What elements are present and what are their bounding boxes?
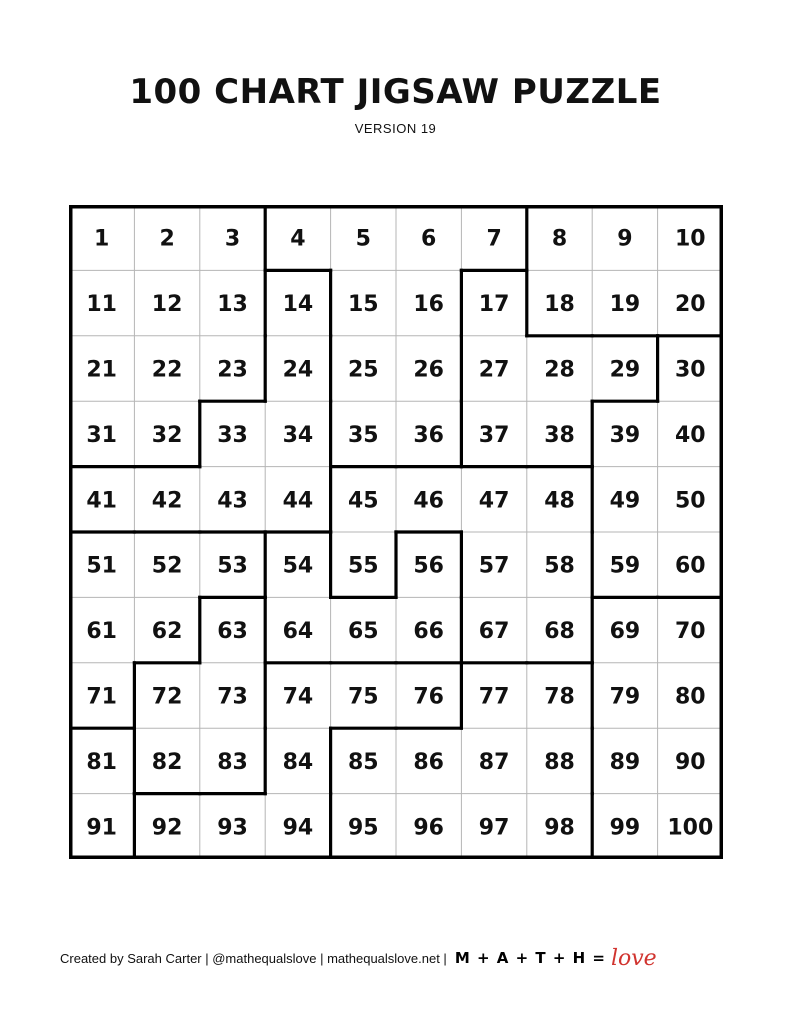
cell-number: 28 — [544, 357, 575, 383]
cell-number: 96 — [413, 815, 445, 841]
cell-number: 40 — [674, 422, 706, 448]
cell-number: 92 — [151, 815, 183, 841]
cell-number: 17 — [478, 292, 510, 318]
cell-number: 24 — [282, 357, 314, 383]
cell-number: 6 — [421, 226, 437, 252]
cell-number: 51 — [86, 553, 118, 579]
cell-number: 30 — [674, 357, 706, 383]
cell-number: 23 — [217, 357, 248, 383]
cell-number: 59 — [609, 553, 641, 579]
cell-number: 73 — [217, 684, 248, 710]
cell-number: 29 — [609, 357, 641, 383]
cell-number: 44 — [282, 488, 314, 514]
cell-number: 8 — [551, 226, 568, 252]
brand-love-script: love — [610, 945, 657, 971]
cell-number: 64 — [282, 619, 314, 645]
cell-number: 11 — [86, 292, 118, 318]
cell-number: 91 — [86, 815, 118, 841]
cell-number: 72 — [151, 684, 183, 710]
cell-number: 36 — [413, 422, 445, 448]
cell-number: 58 — [544, 553, 575, 579]
cell-number: 83 — [217, 749, 248, 775]
cell-number: 9 — [617, 226, 633, 252]
cell-number: 38 — [544, 422, 575, 448]
cell-number: 35 — [347, 422, 379, 448]
cell-number: 20 — [674, 292, 706, 318]
cell-number: 98 — [544, 815, 575, 841]
cell-number: 48 — [544, 488, 575, 514]
cell-number: 49 — [609, 488, 641, 514]
cell-number: 81 — [86, 749, 118, 775]
hundred-chart-grid — [69, 205, 723, 859]
cell-number: 3 — [224, 226, 241, 252]
cell-number: 76 — [413, 684, 445, 710]
cell-number: 15 — [347, 292, 379, 318]
cell-number: 94 — [282, 815, 314, 841]
cell-number: 69 — [609, 619, 641, 645]
cell-number: 27 — [478, 357, 510, 383]
brand-logo: M + A + T + H = — [454, 949, 606, 967]
cell-number: 7 — [486, 226, 502, 252]
cell-number: 68 — [544, 619, 575, 645]
cell-number: 37 — [478, 422, 510, 448]
cell-number: 52 — [151, 553, 183, 579]
cell-number: 22 — [151, 357, 183, 383]
cell-number: 32 — [151, 422, 183, 448]
cell-number: 60 — [674, 553, 706, 579]
cell-number: 75 — [347, 684, 379, 710]
cell-number: 45 — [347, 488, 379, 514]
cell-number: 93 — [217, 815, 248, 841]
cell-number: 42 — [151, 488, 183, 514]
cell-number: 77 — [478, 684, 510, 710]
cell-number: 26 — [413, 357, 445, 383]
cell-number: 12 — [151, 292, 183, 318]
cell-number: 78 — [544, 684, 575, 710]
cell-number: 34 — [282, 422, 314, 448]
cell-number: 4 — [290, 226, 306, 252]
cell-number: 33 — [217, 422, 248, 448]
cell-number: 2 — [159, 226, 175, 252]
cell-number: 80 — [674, 684, 706, 710]
cell-number: 99 — [609, 815, 641, 841]
cell-number: 82 — [151, 749, 183, 775]
cell-number: 90 — [674, 749, 706, 775]
cell-number: 89 — [609, 749, 641, 775]
cell-number: 21 — [86, 357, 118, 383]
cell-number: 56 — [413, 553, 445, 579]
cell-number: 18 — [544, 292, 575, 318]
cell-number: 97 — [478, 815, 510, 841]
cell-number: 71 — [86, 684, 118, 710]
cell-number: 84 — [282, 749, 314, 775]
cell-number: 50 — [674, 488, 706, 514]
cell-number: 13 — [217, 292, 248, 318]
cell-number: 25 — [347, 357, 379, 383]
cell-number: 63 — [217, 619, 248, 645]
cell-number: 16 — [413, 292, 445, 318]
cell-number: 74 — [282, 684, 314, 710]
cell-number: 79 — [609, 684, 641, 710]
cell-number: 1 — [94, 226, 110, 252]
cell-number: 10 — [674, 226, 706, 252]
cell-number: 46 — [413, 488, 445, 514]
footer — [60, 943, 657, 973]
cell-number: 61 — [86, 619, 118, 645]
cell-number: 67 — [478, 619, 510, 645]
cell-number: 31 — [86, 422, 118, 448]
cell-number: 14 — [282, 292, 314, 318]
cell-number: 5 — [355, 226, 371, 252]
cell-number: 85 — [347, 749, 379, 775]
cell-number: 55 — [347, 553, 379, 579]
cell-number: 43 — [217, 488, 248, 514]
cell-number: 87 — [478, 749, 510, 775]
cell-number: 57 — [478, 553, 510, 579]
cell-number: 53 — [217, 553, 248, 579]
cell-number: 86 — [413, 749, 445, 775]
cell-number: 70 — [674, 619, 706, 645]
puzzle-board — [69, 205, 723, 859]
cell-number: 41 — [86, 488, 118, 514]
page-title: 100 CHART JIGSAW PUZZLE — [129, 72, 662, 112]
cell-number: 100 — [667, 815, 714, 841]
cell-number: 19 — [609, 292, 641, 318]
cell-number: 62 — [151, 619, 183, 645]
cell-number: 39 — [609, 422, 641, 448]
cell-number: 54 — [282, 553, 314, 579]
cell-number: 47 — [478, 488, 510, 514]
footer-credit: Created by Sarah Carter | @mathequalslove | mathequalslove.net | — [60, 950, 447, 966]
cell-number: 66 — [413, 619, 445, 645]
page-subtitle: VERSION 19 — [354, 121, 437, 136]
cell-number: 95 — [347, 815, 379, 841]
cell-number: 88 — [544, 749, 575, 775]
cell-number: 65 — [347, 619, 379, 645]
